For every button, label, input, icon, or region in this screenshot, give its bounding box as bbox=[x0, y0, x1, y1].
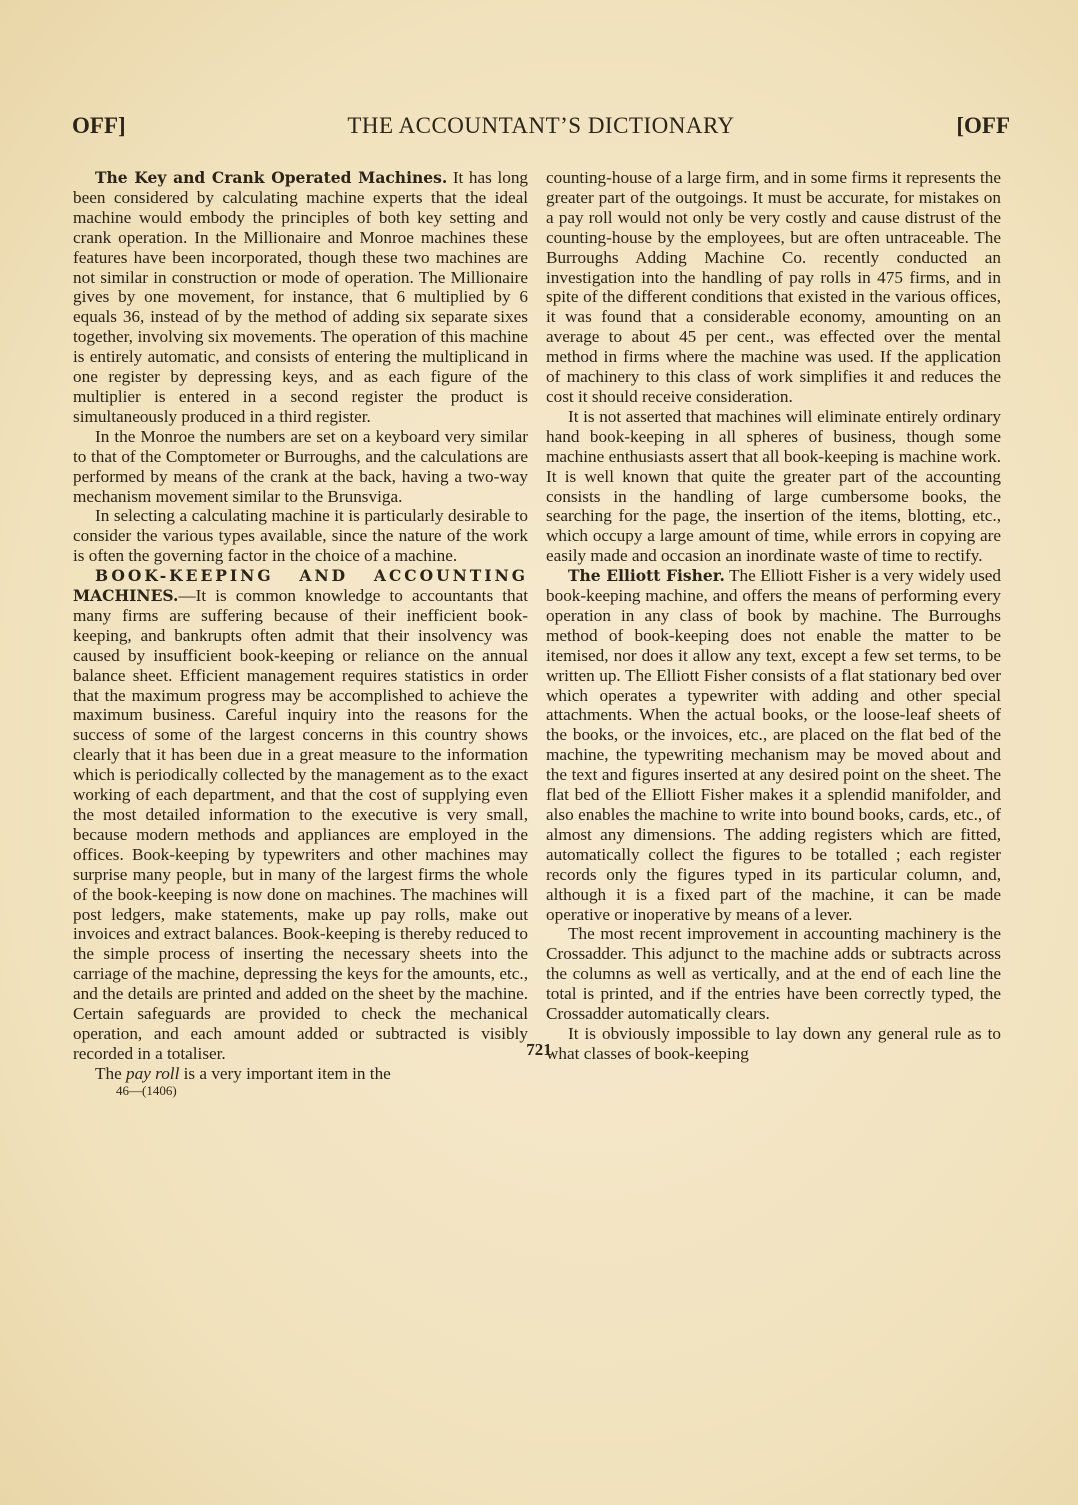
paragraph bbox=[73, 566, 528, 1064]
paragraph-text: —It is common knowledge to accountants that many firms are suffering because of their inefficient book-keeping, and bankrupts often admit that their insolvency was caused by insufficient book-keeping or reliance on the annual balance sheet. Efficient management requires statistics in order that the maximum progress may be accomplished to achieve the maximum business. Careful inquiry into the reasons for the success of some of the largest concerns in this country shows clearly that it has been due in a great measure to the information which is periodically collected by the management as to the exact working of each department, and that the cost of supplying even the most detailed information to the executive is very small, because modern methods and appliances are employed in the offices. Book-keeping by typewriters and other machines may surprise many people, but in many of the largest firms the whole of the book-keeping is now done on machines. The machines will post ledgers, make statements, make up pay rolls, make out invoices and extract balances. Book-keeping is thereby reduced to the simple process of inserting the necessary sheets into the carriage of the machine, depressing the keys for the amounts, etc., and the details are printed and added on the sheet by the machine. Certain safeguards are provided to check the mechanical operation, and each amount added or subtracted is visibly recorded in a totaliser. bbox=[73, 586, 528, 1063]
paragraph: In selecting a calculating machine it is particularly desirable to consider the various types available, since the nature of the work is often the governing factor in the choice of a machine. bbox=[73, 506, 528, 566]
italic-term: pay roll bbox=[126, 1063, 180, 1083]
signature-mark: 46—(1406) bbox=[116, 1083, 177, 1098]
paragraph: In the Monroe the numbers are set on a keyboard very similar to that of the Comptometer or Burroughs, and the calculations are performed by means of the crank at the back, having a two-way mechanism movement similar to the Brunsviga. bbox=[73, 426, 528, 506]
paragraph bbox=[73, 1064, 528, 1084]
running-header bbox=[72, 113, 1010, 147]
paragraph-text: The bbox=[95, 1063, 127, 1083]
section-heading-cont: MACHINES. bbox=[73, 586, 179, 606]
entry-heading: The Key and Crank Operated Machines. bbox=[95, 168, 448, 187]
section-heading: BOOK-KEEPING AND ACCOUNTING bbox=[95, 566, 528, 586]
paragraph: The most recent improvement in accounting machinery is the Crossadder. This adjunct to the machine adds or subtracts across the columns as well as vertically, and at the end of each line the total is printed, and if the entries have been correctly typed, the Crossadder automatically clears. bbox=[546, 924, 1001, 1024]
paragraph: It is not asserted that machines will eliminate entirely ordinary hand book-keeping in all spheres of business, though some machine enthusiasts assert that all book-keeping is machine work. It is well known that quite the greater part of the accounting consists in the handling of large cumbersome books, the searching for the page, the insertion of the items, blotting, etc., which occupy a large amount of time, while errors in copying are easily made and occasion an inordinate waste of time to rectify. bbox=[546, 406, 1001, 566]
paragraph: It is obviously impossible to lay down any general rule as to what classes of book-keeping bbox=[546, 1023, 1001, 1063]
paragraph-text: It has long been considered by calculating machine experts that the ideal machine would embody the principles of both key setting and crank operation. In the Millionaire and Monroe machines these features have been incorporated, though these two machines are not similar in construction or mode of operation. The Millionaire gives by one movement, for instance, that 6 multiplied by 6 equals 36, instead of by the method of adding six separate sixes together, involving six movements. The operation of this machine is entirely automatic, and consists of entering the multiplicand in one register by depressing keys, and as each figure of the multiplier is entered in a second register the product is simultaneously produced in a third register. bbox=[73, 168, 529, 426]
left-column bbox=[73, 168, 528, 1084]
right-column bbox=[546, 168, 1001, 1064]
paragraph-text: is a very important item in the bbox=[179, 1063, 391, 1083]
page-number: 721 bbox=[526, 1040, 552, 1059]
header-title: THE ACCOUNTANT’S DICTIONARY bbox=[347, 113, 735, 138]
header-left-guide: OFF] bbox=[72, 113, 126, 138]
paragraph-text: The Elliott Fisher is a very widely used book-keeping machine, and offers the means of performing every operation in any class of book by machine. The Burroughs method of book-keeping does not enable the matter to be itemised, nor does it allow any text, except a few set terms, to be written up. The Elliott Fisher consists of a flat stationary bed over which operates a typewriter with adding and other special attachments. When the actual books, or the loose-leaf sheets of the books, or the invoices, etc., are placed on the flat bed of the machine, the typewriting mechanism may be moved about and the text and figures inserted at any desired point on the sheet. The flat bed of the Elliott Fisher makes it a splendid manifolder, and also enables the machine to write into bound books, cards, etc., of almost any dimensions. The adding registers which are fitted, automatically collect the figures to be totalled ; each register records only the figures typed in its particular column, and, although it is a fixed part of the machine, it can be made operative or inoperative by means of a lever. bbox=[546, 566, 1001, 924]
paragraph: counting-house of a large firm, and in some firms it represents the greater part of the outgoings. It must be accurate, for mistakes on a pay roll would not only be very costly and cause distrust of the counting-house by the employees, but are often untraceable. The Burroughs Adding Machine Co. recently conducted an investigation into the handling of pay rolls in 475 firms, and in spite of the different conditions that existed in the various offices, it was found that a considerable economy, amounting on an average to about 45 per cent., was effected over the mental method in firms where the machine was used. If the application of machinery to this class of work simplifies it and reduces the cost it should receive consideration. bbox=[546, 168, 1001, 406]
paragraph bbox=[73, 168, 528, 427]
header-right-guide: [OFF bbox=[956, 113, 1010, 138]
entry-heading: The Elliott Fisher. bbox=[568, 566, 725, 586]
paragraph bbox=[546, 566, 1001, 924]
